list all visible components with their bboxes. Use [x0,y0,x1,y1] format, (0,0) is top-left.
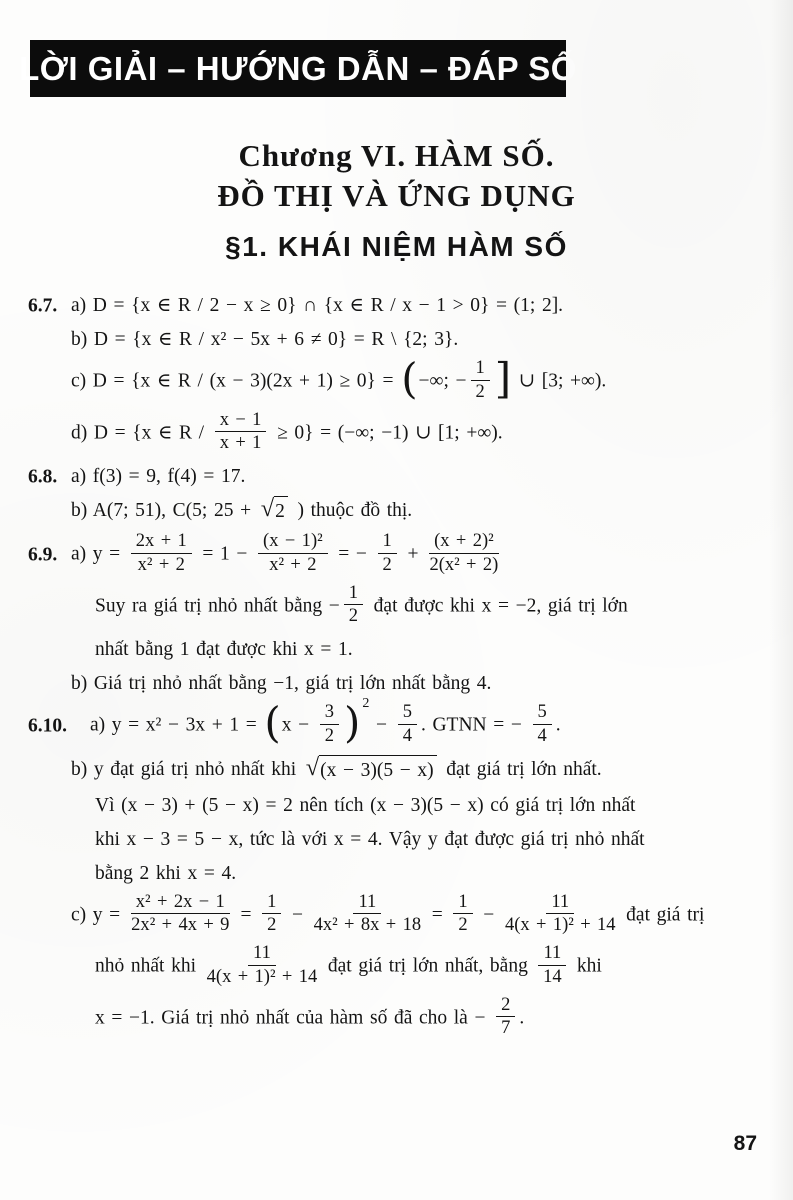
math-text: ) thuộc đồ thị. [290,500,413,521]
fraction-numerator: 11 [353,892,381,915]
fraction-numerator: (x − 1)² [258,531,328,554]
fraction-denominator: x² + 2 [137,553,185,575]
math-text: đạt giá trị lớn nhất. [439,758,602,780]
fraction-numerator: 5 [398,702,417,725]
solutions-banner [19,40,577,97]
math-fraction [533,702,552,747]
math-text: x = −1. Giá trị nhỏ nhất của hàm số đã cho là − [95,1007,493,1029]
fraction-numerator: 3 [320,702,339,725]
math-text: = [425,904,450,926]
math-text: b) D = {x ∈ R / x² − 5x + 6 ≠ 0} = R \ {2; 3}. [71,329,459,350]
fraction-numerator: 5 [533,702,552,725]
math-text: + [400,543,426,565]
fraction-denominator: 2 [458,914,468,936]
fraction-numerator: 11 [248,943,276,966]
fraction-denominator: 2(x² + 2) [429,553,499,575]
math-text: = − [331,543,374,565]
math-fraction [131,531,192,576]
fraction-denominator: 2x² + 4x + 9 [131,914,230,936]
math-line [0,408,763,457]
math-text: Vì (x − 3) + (5 − x) = 2 nên tích (x − 3)(5 − x) có giá trị lớn nhất [95,794,636,816]
math-text: b) A(7; 51), C(5; 25 + [71,500,258,521]
fraction-numerator: 1 [344,583,363,606]
math-line [0,530,763,578]
math-line [0,670,763,697]
fraction-numerator: x² + 2x − 1 [131,892,230,915]
math-fraction [429,531,499,576]
fraction-denominator: x² + 2 [269,553,317,575]
chapter-title-line2: ĐỒ THỊ VÀ ỨNG DỤNG [217,178,576,214]
math-line [0,636,763,663]
math-fraction [538,943,566,988]
math-text: − [285,904,310,926]
fraction-denominator: 4 [537,724,547,746]
fraction-denominator: 7 [501,1017,511,1039]
math-fraction [131,892,230,937]
fraction-numerator: 1 [453,892,472,915]
fraction-denominator: 2 [382,553,392,575]
math-text: a) y = x² − 3x + 1 = [90,714,264,736]
math-fraction [207,943,318,988]
math-text: = 1 − [195,543,255,565]
math-line [0,463,763,490]
math-fraction [258,531,328,576]
math-text: d) D = {x ∈ R / [71,422,211,444]
fraction-numerator: (x + 2)² [429,531,499,554]
problem-number: 6.10. [28,715,67,737]
math-radical [306,755,437,784]
fraction-denominator: 4x² + 8x + 18 [313,914,422,936]
math-text: − [476,904,501,926]
fraction-denominator: 2 [348,605,359,627]
banner-title: LỜI GIẢI – HƯỚNG DẪN – ĐÁP SỐ [19,49,577,87]
fraction-denominator: 2 [475,380,485,402]
fraction-numerator: 11 [538,943,566,966]
math-fraction [471,358,490,403]
math-exponent: 2 [362,695,370,712]
math-text: b) y đạt giá trị nhỏ nhất khi [71,758,303,780]
fraction-denominator: 4 [402,724,412,746]
math-text: khi [570,955,602,977]
radicand: (x − 3)(5 − x) [319,755,437,784]
fraction-denominator: 4(x + 1)² + 14 [504,914,616,936]
fraction-denominator: x + 1 [219,432,262,454]
fraction-denominator: 2 [324,724,335,746]
math-line [0,326,763,353]
math-text: x − [281,714,316,736]
fraction-denominator: 14 [543,965,562,987]
math-text: −∞; − [418,370,467,392]
math-line [0,792,763,819]
math-fraction [320,702,339,747]
math-fraction [496,995,515,1040]
math-text: a) D = {x ∈ R / 2 − x ≥ 0} ∩ {x ∈ R / x − 1 > 0} = (1; 2]. [71,295,564,316]
math-text: nhỏ nhất khi [95,955,203,977]
fraction-numerator: 11 [546,892,574,915]
fraction-denominator: 4(x + 1)² + 14 [206,965,318,987]
math-text: − [369,714,394,736]
math-fraction [378,531,397,576]
math-text: ≥ 0} = (−∞; −1) ∪ [1; +∞). [270,422,503,444]
problem-number: 6.8. [28,466,58,487]
chapter-title-line1: Chương VI. HÀM SỐ. [238,138,555,173]
problem-number: 6.7. [28,295,58,316]
fraction-numerator: 1 [471,358,490,381]
math-text: bằng 2 khi x = 4. [95,862,237,884]
math-fraction [314,892,422,937]
math-line [0,581,763,630]
fraction-numerator: 1 [262,892,281,915]
math-line [0,292,763,319]
fraction-numerator: 2x + 1 [131,531,192,554]
fraction-numerator: 1 [378,531,397,554]
radicand: 2 [274,496,288,525]
page-number: 87 [733,1132,757,1155]
math-line [0,890,763,939]
math-line [0,497,763,526]
math-text: b) Giá trị nhỏ nhất bằng −1, giá trị lớn nhất bằng 4. [71,673,492,695]
math-text: c) D = {x ∈ R / (x − 3)(2x + 1) ≥ 0} = [71,370,401,392]
math-line [0,753,763,785]
chapter-heading [0,136,793,263]
math-text: . [555,714,561,736]
fraction-numerator: 2 [496,995,515,1018]
math-text: = [233,904,259,926]
math-fraction [262,892,281,937]
solutions-body [0,292,763,1048]
section-title: §1. KHÁI NIỆM HÀM SỐ [225,230,568,262]
fraction-denominator: 2 [267,914,277,936]
math-fraction [505,892,616,937]
math-line [0,942,763,990]
radical-sign-icon: √ [260,495,275,523]
math-text: đạt được khi x = −2, giá trị lớn [367,595,628,617]
math-text: . GTNN = − [420,714,529,736]
math-line [0,826,763,853]
math-text: đạt giá trị lớn nhất, bằng [321,955,535,977]
math-text: khi x − 3 = 5 − x, tức là với x = 4. Vậy y đạt được giá trị nhỏ nhất [95,828,645,850]
math-text: ∪ [3; +∞). [512,370,607,392]
math-fraction [453,892,472,937]
fraction-numerator: x − 1 [215,410,267,433]
problem-number: 6.9. [28,544,58,566]
math-text: . [519,1007,525,1029]
math-text: đạt giá trị [619,904,705,926]
radical-sign-icon: √ [305,753,320,781]
math-fraction [215,410,267,455]
math-text: a) y = [71,543,127,565]
math-text: Suy ra giá trị nhỏ nhất bằng − [95,595,340,617]
math-line: 6.10. a) y = x² − 3x + 1 = (x − $\frac{3}{2}$ ) $^2$ − $\frac{5}{4}$ . GTNN = − $\frac{5}{4}$ . [28,695,561,748]
math-fraction [344,583,363,628]
math-text: a) f(3) = 9, f(4) = 17. [71,466,246,487]
math-fraction [398,702,417,747]
math-line [0,993,763,1042]
math-line: c) D = {x ∈ R / (x − 3)(2x + 1) ≥ 0} = (−∞; − $\frac{1}{2}$ ] ∪ [3; +∞). [71,354,607,404]
math-line [0,860,763,887]
math-text: nhất bằng 1 đạt được khi x = 1. [95,639,353,661]
math-text: c) y = [71,904,127,926]
math-radical [261,496,288,525]
